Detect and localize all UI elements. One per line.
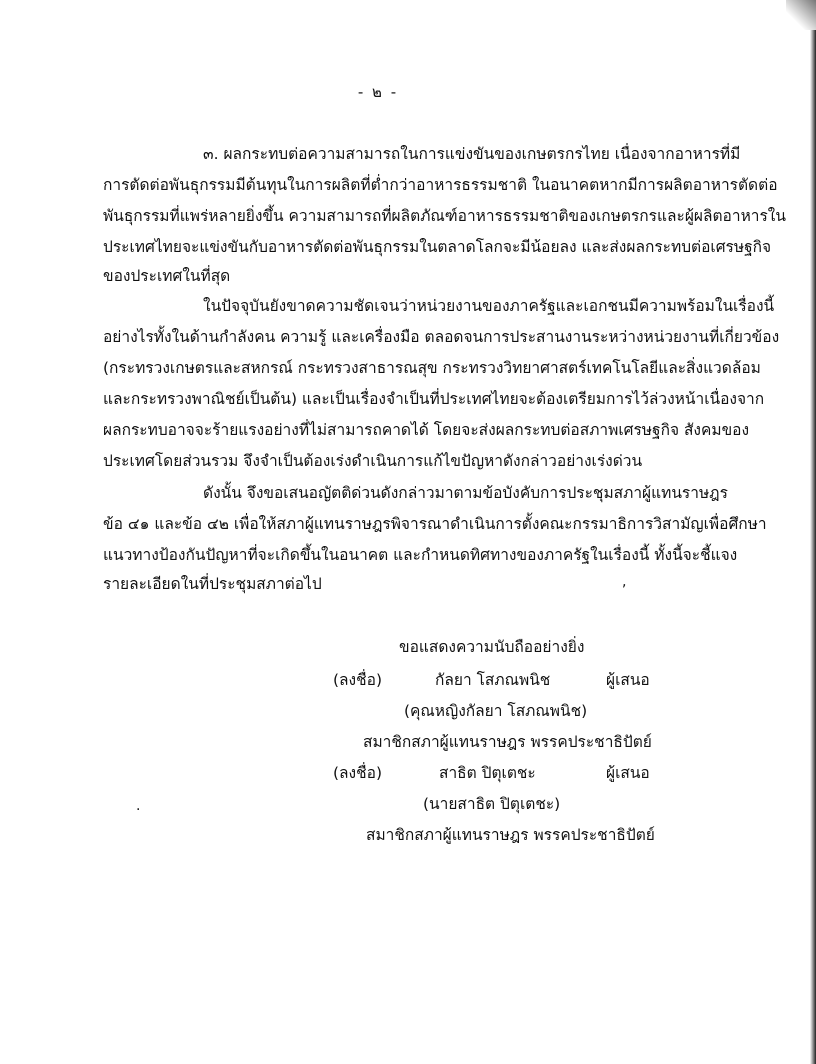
- signatory-2-position: สมาชิกสภาผู้แทนราษฎร พรรคประชาธิปัตย์: [366, 826, 655, 844]
- paragraph-2-line-1: ในปัจจุบันยังขาดความชัดเจนว่าหน่วยงานของภาครัฐและเอกชนมีความพร้อมในเรื่องนี้: [203, 297, 775, 315]
- paragraph-2-line-2: อย่างไรทั้งในด้านกำลังคน ความรู้ และเครื่องมือ ตลอดจนการประสานงานระหว่างหน่วยงานที่เกี่ยวข้อง: [103, 328, 780, 346]
- paragraph-2-line-3: (กระทรวงเกษตรและสหกรณ์ กระทรวงสาธารณสุข กระทรวงวิทยาศาสตร์เทคโนโลยีและสิ่งแวดล้อม: [103, 359, 761, 377]
- paragraph-2-line-4: และกระทรวงพาณิชย์เป็นต้น) และเป็นเรื่องจำเป็นที่ประเทศไทยจะต้องเตรียมการไว้ล่วงหน้าเนื่องจาก: [103, 390, 765, 408]
- section-3-line-5: ของประเทศในที่สุด: [103, 267, 231, 285]
- section-3-line-4: ประเทศไทยจะแข่งขันกับอาหารตัดต่อพันธุกรรมในตลาดโลกจะมีน้อยลง และส่งผลกระทบต่อเศรษฐกิจ: [103, 238, 772, 256]
- closing-text: ขอแสดงความนับถืออย่างยิ่ง: [399, 638, 585, 656]
- paragraph-3-line-3: แนวทางป้องกันปัญหาที่จะเกิดขึ้นในอนาคต และกำหนดทิศทางของภาครัฐในเรื่องนี้ ทั้งนี้จะชี้แจง: [103, 546, 738, 564]
- paragraph-3-line-2: ข้อ ๔๑ และข้อ ๔๒ เพื่อให้สภาผู้แทนราษฎรพิจารณาดำเนินการตั้งคณะกรรมาธิการวิสามัญเพื่อศึกษา: [103, 515, 767, 533]
- paragraph-3-line-1: ดังนั้น จึงขอเสนอญัตติด่วนดังกล่าวมาตามข้อบังคับการประชุมสภาผู้แทนราษฎร: [203, 484, 728, 502]
- stray-mark: ,: [622, 574, 627, 590]
- section-3-line-3: พันธุกรรมที่แพร่หลายยิ่งขึ้น ความสามารถที่ผลิตภัณฑ์อาหารธรรมชาติของเกษตรกรและผู้ผลิตอาหารใน: [103, 207, 786, 225]
- signatory-1-position: สมาชิกสภาผู้แทนราษฎร พรรคประชาธิปัตย์: [363, 733, 652, 751]
- stray-dot: .: [136, 798, 141, 814]
- page-number: - ๒ -: [357, 83, 399, 101]
- paragraph-2-line-6: ประเทศโดยส่วนรวม จึงจำเป็นต้องเร่งดำเนินการแก้ไขปัญหาดังกล่าวอย่างเร่งด่วน: [103, 452, 643, 470]
- signatory-1-sign-label: (ลงชื่อ): [333, 671, 382, 689]
- signatory-2-name: สาธิต ปิตุเตชะ: [439, 764, 536, 782]
- signatory-1-role: ผู้เสนอ: [606, 671, 650, 689]
- paragraph-2-line-5: ผลกระทบอาจจะร้ายแรงอย่างที่ไม่สามารถคาดได้ โดยจะส่งผลกระทบต่อสภาพเศรษฐกิจ สังคมของ: [103, 421, 750, 439]
- signatory-2-sign-label: (ลงชื่อ): [333, 764, 382, 782]
- scan-corner-mark: [786, 0, 816, 30]
- scan-edge-shadow: [810, 0, 816, 1064]
- paragraph-3-line-4: รายละเอียดในที่ประชุมสภาต่อไป: [103, 575, 322, 593]
- signatory-2-full-name: (นายสาธิต ปิตุเตชะ): [423, 795, 561, 813]
- signatory-2-role: ผู้เสนอ: [606, 764, 650, 782]
- signatory-1-name: กัลยา โสภณพนิช: [435, 671, 551, 689]
- section-3-line-1: ๓. ผลกระทบต่อความสามารถในการแข่งขันของเกษตรกรไทย เนื่องจากอาหารที่มี: [203, 145, 741, 163]
- signatory-1-full-name: (คุณหญิงกัลยา โสภณพนิช): [404, 702, 588, 720]
- section-3-line-2: การตัดต่อพันธุกรรมมีต้นทุนในการผลิตที่ต่ำกว่าอาหารธรรมชาติ ในอนาคตหากมีการผลิตอาหารตัดต่อ: [103, 176, 778, 194]
